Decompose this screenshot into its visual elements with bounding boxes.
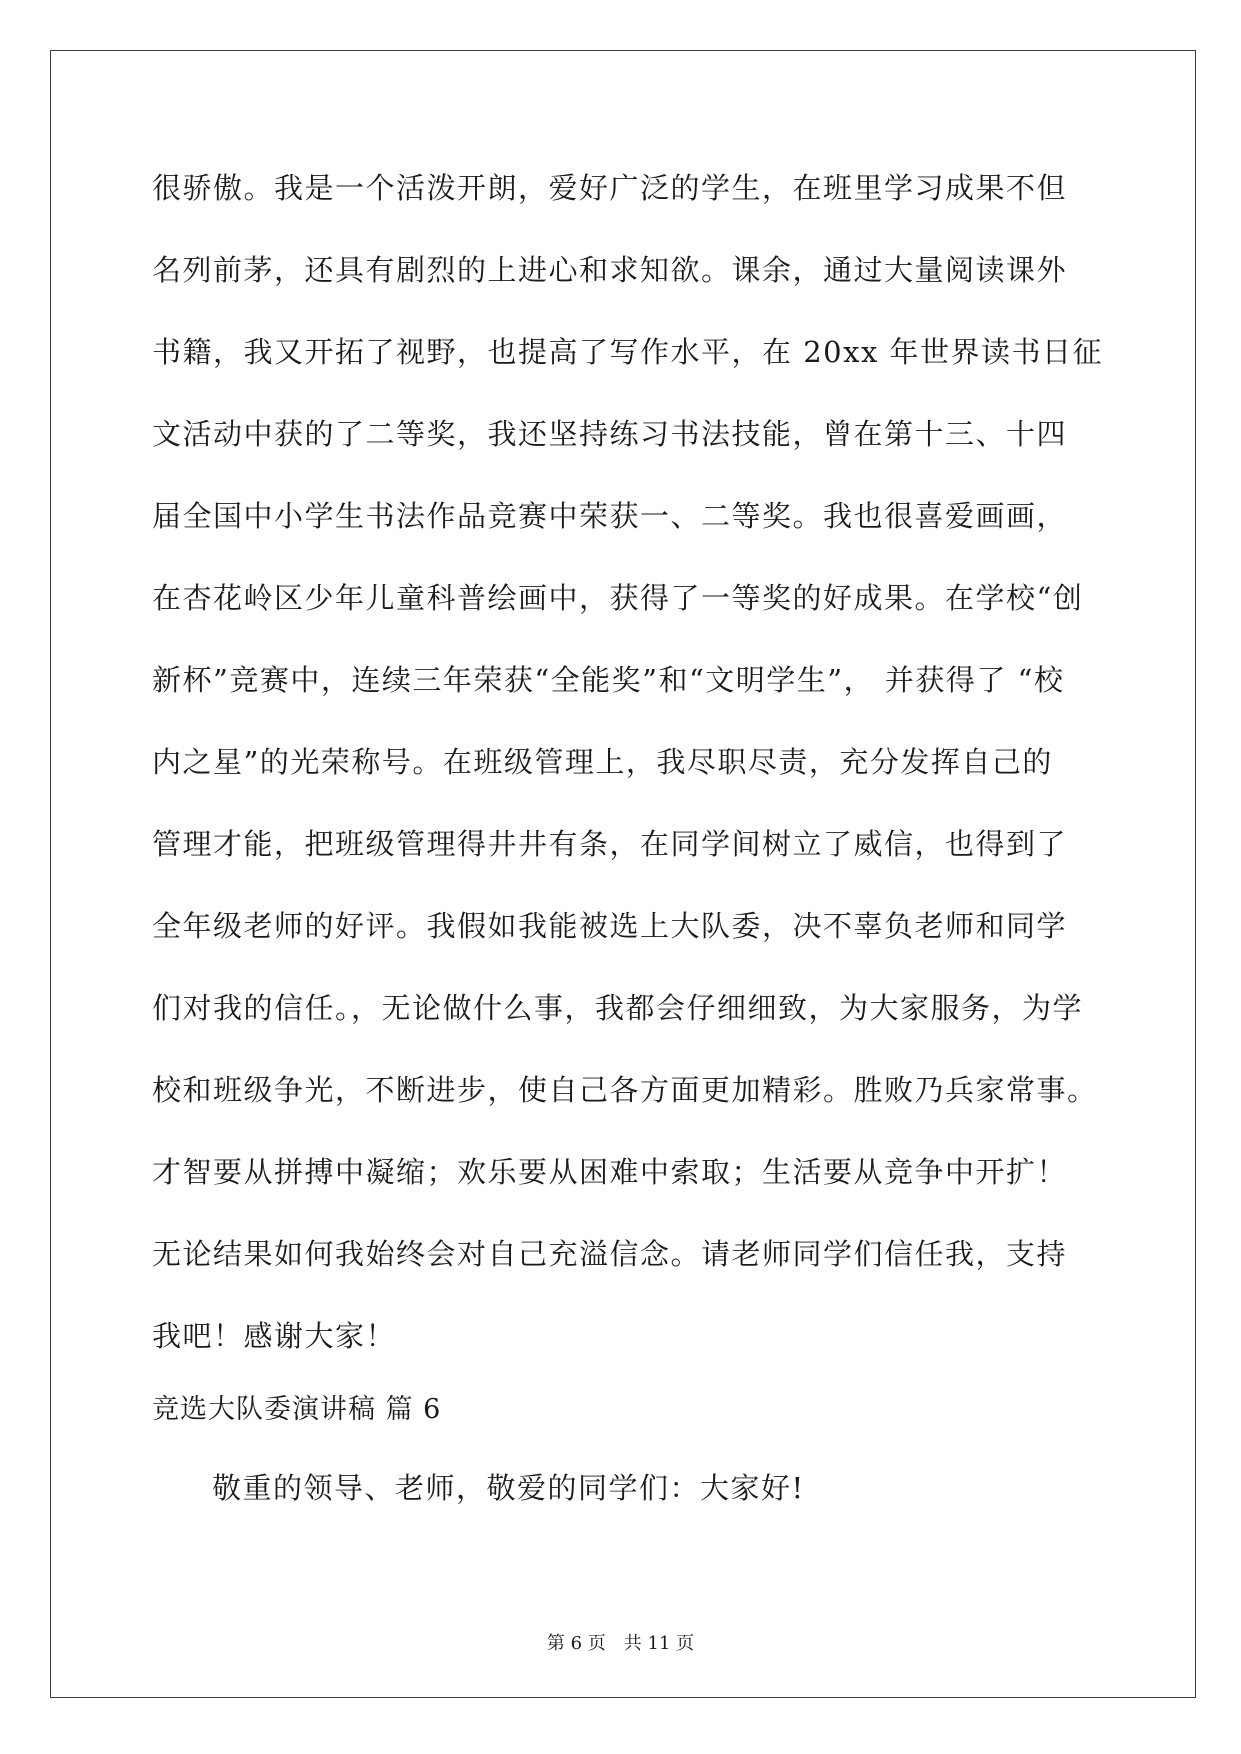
document-body (152, 160, 1104, 1508)
paragraph-line: 届全国中小学生书法作品竞赛中荣获一、二等奖。我也很喜爱画画， (152, 499, 1068, 533)
paragraph-line: 管理才能，把班级管理得井井有条，在同学间树立了威信，也得到了 (152, 827, 1068, 861)
paragraph-line: 名列前茅，还具有剧烈的上进心和求知欲。课余，通过大量阅读课外 (152, 253, 1068, 287)
paragraph-line: 在杏花岭区少年儿童科普绘画中，获得了一等奖的好成果。在学校“创 (152, 581, 1084, 615)
paragraph-line: 无论结果如何我始终会对自己充溢信念。请老师同学们信任我，支持 (152, 1237, 1068, 1271)
paragraph-line: 全年级老师的好评。我假如我能被选上大队委，决不辜负老师和同学 (152, 909, 1068, 943)
paragraph-line: 文活动中获的了二等奖，我还坚持练习书法技能，曾在第十三、十四 (152, 417, 1068, 451)
paragraph-line: 新杯”竞赛中，连续三年荣获“全能奖”和“文明学生”， 并获得了 “校 (152, 663, 1065, 697)
paragraph-line: 书籍，我又开拓了视野，也提高了写作水平，在 20xx 年世界读书日征 (152, 335, 1104, 369)
greeting-line: 敬重的领导、老师，敬爱的同学们：大家好! (212, 1471, 805, 1505)
paragraph-line: 才智要从拼搏中凝缩；欢乐要从困难中索取；生活要从竞争中开扩！ (152, 1155, 1068, 1189)
paragraph-line: 我吧！感谢大家！ (152, 1319, 397, 1353)
paragraph-line: 们对我的信任。，无论做什么事，我都会仔细细致，为大家服务，为学 (152, 991, 1084, 1025)
page-number-footer: 第 6 页 共 11 页 (546, 1633, 695, 1654)
paragraph-line: 内之星”的光荣称号。在班级管理上，我尽职尽责，充分发挥自己的 (152, 745, 1053, 779)
section-heading: 竞选大队委演讲稿 篇 6 (152, 1394, 442, 1425)
paragraph-line: 很骄傲。我是一个活泼开朗，爱好广泛的学生，在班里学习成果不但 (152, 171, 1068, 205)
paragraph-line: 校和班级争光，不断进步，使自己各方面更加精彩。胜败乃兵家常事。 (152, 1073, 1098, 1107)
